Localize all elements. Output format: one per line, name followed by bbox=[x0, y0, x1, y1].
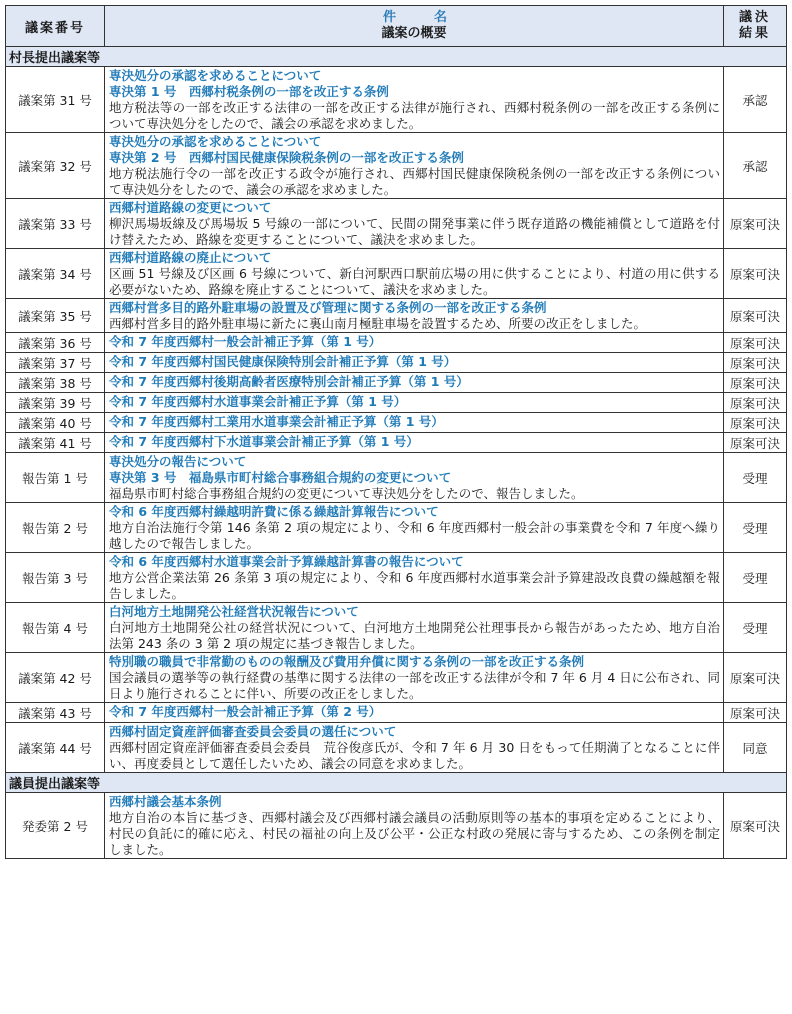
agenda-result: 原案可決 bbox=[724, 433, 787, 453]
agenda-number: 議案第 42 号 bbox=[6, 653, 105, 703]
table-row bbox=[6, 703, 787, 723]
table-row bbox=[6, 453, 787, 503]
agenda-result: 原案可決 bbox=[724, 413, 787, 433]
agenda-content bbox=[105, 603, 724, 653]
agenda-title: 令和 7 年度西郷村一般会計補正予算（第 1 号） bbox=[109, 334, 382, 349]
agenda-summary: 地方自治の本旨に基づき、西郷村議会及び西郷村議会議員の活動原則等の基本的事項を定めることにより、村民の負託に的確に応え、村民の福祉の向上及び公平・公正な村政の発展に寄与するため、この条例を制定しました。 bbox=[109, 810, 720, 857]
table-row bbox=[6, 299, 787, 333]
agenda-result: 原案可決 bbox=[724, 373, 787, 393]
agenda-content bbox=[105, 353, 724, 373]
agenda-result: 原案可決 bbox=[724, 393, 787, 413]
agenda-result: 原案可決 bbox=[724, 299, 787, 333]
table-row bbox=[6, 433, 787, 453]
agenda-number: 議案第 37 号 bbox=[6, 353, 105, 373]
agenda-content bbox=[105, 703, 724, 723]
agenda-title: 令和 7 年度西郷村水道事業会計補正予算（第 1 号） bbox=[109, 394, 407, 409]
agenda-number: 議案第 44 号 bbox=[6, 723, 105, 773]
section-row bbox=[6, 773, 787, 793]
agenda-number: 議案第 31 号 bbox=[6, 67, 105, 133]
agenda-summary: 西郷村固定資産評価審査委員会委員 荒谷俊彦氏が、令和 7 年 6 月 30 日をもって任期満了となることに伴い、再度委員として選任したいため、議会の同意を求めました。 bbox=[109, 740, 720, 771]
agenda-number: 議案第 35 号 bbox=[6, 299, 105, 333]
agenda-title: 令和 7 年度西郷村国民健康保険特別会計補正予算（第 1 号） bbox=[109, 354, 457, 369]
table-row bbox=[6, 249, 787, 299]
agenda-number: 議案第 33 号 bbox=[6, 199, 105, 249]
agenda-number: 議案第 43 号 bbox=[6, 703, 105, 723]
agenda-content bbox=[105, 453, 724, 503]
agenda-content bbox=[105, 249, 724, 299]
agenda-result: 原案可決 bbox=[724, 793, 787, 859]
agenda-result: 承認 bbox=[724, 133, 787, 199]
header-row bbox=[6, 6, 787, 47]
table-row bbox=[6, 199, 787, 249]
agenda-number: 報告第 4 号 bbox=[6, 603, 105, 653]
agenda-title: 西郷村道路線の変更について bbox=[109, 200, 272, 215]
section-title: 議員提出議案等 bbox=[6, 773, 787, 793]
section-title: 村長提出議案等 bbox=[6, 47, 787, 67]
agenda-table bbox=[5, 5, 787, 859]
agenda-title: 専決第 1 号 西郷村税条例の一部を改正する条例 bbox=[109, 84, 389, 99]
header-result bbox=[724, 6, 787, 47]
agenda-content bbox=[105, 393, 724, 413]
agenda-title: 専決処分の承認を求めることについて bbox=[109, 68, 322, 83]
agenda-number: 報告第 2 号 bbox=[6, 503, 105, 553]
agenda-content bbox=[105, 433, 724, 453]
agenda-content bbox=[105, 133, 724, 199]
table-row bbox=[6, 333, 787, 353]
agenda-result: 受理 bbox=[724, 553, 787, 603]
agenda-number: 報告第 3 号 bbox=[6, 553, 105, 603]
agenda-summary: 地方自治法施行令第 146 条第 2 項の規定により、令和 6 年度西郷村一般会計の事業費を令和 7 年度へ繰り越したので報告しました。 bbox=[109, 520, 720, 551]
agenda-number: 議案第 41 号 bbox=[6, 433, 105, 453]
header-result-line2: 結果 bbox=[738, 26, 771, 41]
agenda-result: 承認 bbox=[724, 67, 787, 133]
agenda-title: 西郷村議会基本条例 bbox=[109, 794, 222, 809]
agenda-content bbox=[105, 793, 724, 859]
agenda-result: 原案可決 bbox=[724, 249, 787, 299]
table-row bbox=[6, 723, 787, 773]
agenda-content bbox=[105, 333, 724, 353]
table-row bbox=[6, 793, 787, 859]
agenda-result: 原案可決 bbox=[724, 199, 787, 249]
agenda-number: 議案第 32 号 bbox=[6, 133, 105, 199]
agenda-summary: 福島県市町村総合事務組合規約の変更について専決処分をしたので、報告しました。 bbox=[109, 486, 584, 501]
agenda-title: 西郷村道路線の廃止について bbox=[109, 250, 272, 265]
header-number: 議案番号 bbox=[6, 6, 105, 47]
agenda-content bbox=[105, 299, 724, 333]
agenda-title: 令和 7 年度西郷村後期高齢者医療特別会計補正予算（第 1 号） bbox=[109, 374, 469, 389]
agenda-summary: 白河地方土地開発公社の経営状況について、白河地方土地開発公社理事長から報告があったため、地方自治法第 243 条の 3 第 2 項の規定に基づき報告しました。 bbox=[109, 620, 720, 651]
table-row bbox=[6, 553, 787, 603]
agenda-result: 原案可決 bbox=[724, 353, 787, 373]
agenda-result: 原案可決 bbox=[724, 653, 787, 703]
agenda-title: 西郷村固定資産評価審査委員会委員の選任について bbox=[109, 724, 397, 739]
table-row bbox=[6, 653, 787, 703]
table-row bbox=[6, 393, 787, 413]
agenda-summary: 区画 51 号線及び区画 6 号線について、新白河駅西口駅前広場の用に供することにより、村道の用に供する必要がないため、路線を廃止することについて、議決を求めました。 bbox=[109, 266, 720, 297]
agenda-title: 専決第 2 号 西郷村国民健康保険税条例の一部を改正する条例 bbox=[109, 150, 464, 165]
agenda-body bbox=[6, 47, 787, 859]
agenda-title: 令和 6 年度西郷村繰越明許費に係る繰越計算報告について bbox=[109, 504, 439, 519]
agenda-number: 議案第 39 号 bbox=[6, 393, 105, 413]
agenda-content bbox=[105, 653, 724, 703]
agenda-summary: 地方税法施行令の一部を改正する政令が施行され、西郷村国民健康保険税条例の一部を改正する条例について専決処分をしたので、議会の承認を求めました。 bbox=[109, 166, 720, 197]
agenda-number: 議案第 34 号 bbox=[6, 249, 105, 299]
agenda-number: 報告第 1 号 bbox=[6, 453, 105, 503]
header-title-line2: 議案の概要 bbox=[381, 26, 447, 41]
agenda-title: 西郷村営多目的路外駐車場の設置及び管理に関する条例の一部を改正する条例 bbox=[109, 300, 547, 315]
agenda-number: 議案第 40 号 bbox=[6, 413, 105, 433]
agenda-title: 専決処分の報告について bbox=[109, 454, 247, 469]
header-title-line1: 件名 bbox=[382, 10, 485, 25]
agenda-content bbox=[105, 503, 724, 553]
agenda-result: 受理 bbox=[724, 503, 787, 553]
agenda-summary: 地方税法等の一部を改正する法律の一部を改正する法律が施行され、西郷村税条例の一部を改正する条例について専決処分をしたので、議会の承認を求めました。 bbox=[109, 100, 720, 131]
agenda-summary: 西郷村営多目的路外駐車場に新たに裏山南月極駐車場を設置するため、所要の改正をしました。 bbox=[109, 316, 647, 331]
agenda-content bbox=[105, 67, 724, 133]
table-row bbox=[6, 373, 787, 393]
table-row bbox=[6, 413, 787, 433]
agenda-summary: 国会議員の選挙等の執行経費の基準に関する法律の一部を改正する法律が令和 7 年 6 月 4 日に公布され、同日より施行されることに伴い、所要の改正をしました。 bbox=[109, 670, 720, 701]
agenda-title: 令和 7 年度西郷村下水道事業会計補正予算（第 1 号） bbox=[109, 434, 419, 449]
table-row bbox=[6, 603, 787, 653]
table-row bbox=[6, 353, 787, 373]
agenda-content bbox=[105, 413, 724, 433]
agenda-result: 受理 bbox=[724, 603, 787, 653]
agenda-result: 原案可決 bbox=[724, 333, 787, 353]
agenda-content bbox=[105, 199, 724, 249]
agenda-result: 同意 bbox=[724, 723, 787, 773]
agenda-summary: 柳沢馬場坂線及び馬場坂 5 号線の一部について、民間の開発事業に伴う既存道路の機能補償として道路を付け替えたため、路線を変更することについて、議決を求めました。 bbox=[109, 216, 720, 247]
agenda-number: 発委第 2 号 bbox=[6, 793, 105, 859]
agenda-title: 令和 7 年度西郷村一般会計補正予算（第 2 号） bbox=[109, 704, 382, 719]
header-result-line1: 議決 bbox=[738, 10, 771, 25]
table-row bbox=[6, 67, 787, 133]
agenda-title: 特別職の職員で非常勤のものの報酬及び費用弁償に関する条例の一部を改正する条例 bbox=[109, 654, 585, 669]
agenda-title: 令和 6 年度西郷村水道事業会計予算繰越計算書の報告について bbox=[109, 554, 464, 569]
agenda-title: 令和 7 年度西郷村工業用水道事業会計補正予算（第 1 号） bbox=[109, 414, 444, 429]
agenda-summary: 地方公営企業法第 26 条第 3 項の規定により、令和 6 年度西郷村水道事業会計予算建設改良費の繰越額を報告しました。 bbox=[109, 570, 720, 601]
agenda-number: 議案第 38 号 bbox=[6, 373, 105, 393]
section-row bbox=[6, 47, 787, 67]
agenda-title: 白河地方土地開発公社経営状況報告について bbox=[109, 604, 359, 619]
table-row bbox=[6, 133, 787, 199]
table-row bbox=[6, 503, 787, 553]
agenda-content bbox=[105, 553, 724, 603]
agenda-title: 専決処分の承認を求めることについて bbox=[109, 134, 322, 149]
agenda-title: 専決第 3 号 福島県市町村総合事務組合規約の変更について bbox=[109, 470, 452, 485]
agenda-content bbox=[105, 723, 724, 773]
agenda-content bbox=[105, 373, 724, 393]
agenda-number: 議案第 36 号 bbox=[6, 333, 105, 353]
agenda-result: 原案可決 bbox=[724, 703, 787, 723]
header-title bbox=[105, 6, 724, 47]
agenda-result: 受理 bbox=[724, 453, 787, 503]
